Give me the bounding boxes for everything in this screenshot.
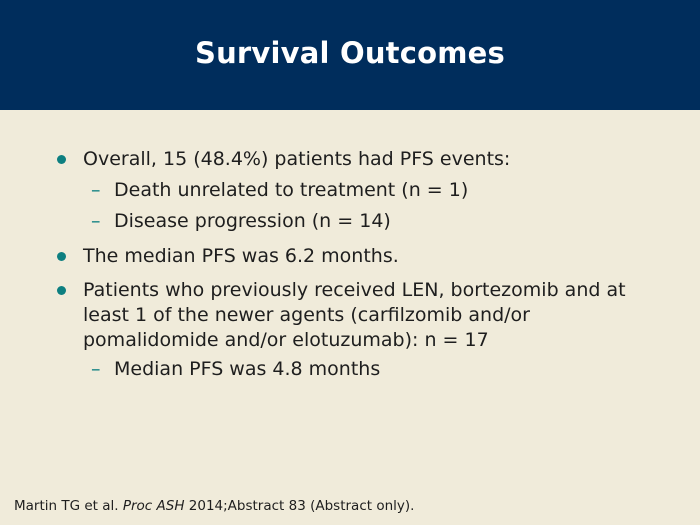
bullet-item [83,244,663,269]
sub-bullet-text: Death unrelated to treatment (n = 1) [114,179,469,201]
sub-bullet-text: Median PFS was 4.8 months [114,358,381,380]
citation [14,498,414,514]
bullet-dot-icon [57,155,66,164]
dash-icon: – [91,179,101,201]
sub-bullet-item [91,178,654,203]
citation-prefix: Martin TG et al. [14,498,123,514]
slide-title: Survival Outcomes [194,36,505,70]
sub-bullet-item [91,209,654,234]
dash-icon: – [91,210,101,232]
sub-bullet-item [91,357,654,382]
title-bar [0,0,700,110]
sub-bullet-text: Disease progression (n = 14) [114,210,391,232]
dash-icon: – [91,358,101,380]
bullet-text: Patients who previously received LEN, bortezomib and at least 1 of the newer agents (carfilzomib and/or pomalidomide and/or elotuzumab): n = 17 [83,279,626,351]
bullet-item [83,147,663,172]
bullet-text: Overall, 15 (48.4%) patients had PFS events: [83,148,511,170]
bullet-text: The median PFS was 6.2 months. [83,245,399,267]
bullet-dot-icon [57,252,66,261]
citation-journal: Proc ASH [122,498,185,514]
bullet-dot-icon [57,286,66,295]
bullet-item [83,278,663,353]
citation-suffix: 2014;Abstract 83 (Abstract only). [184,498,415,514]
